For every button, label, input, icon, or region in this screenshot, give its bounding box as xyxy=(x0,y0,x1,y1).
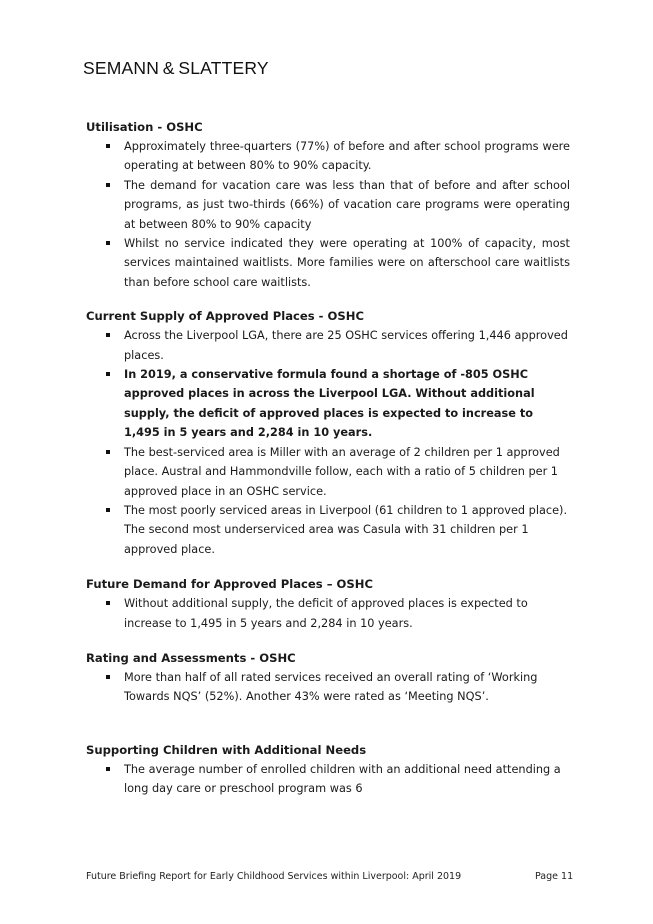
section-heading: Utilisation - OSHC xyxy=(86,120,203,134)
list-item-emphasis: In 2019, a conservative formula found a shortage of -805 OSHC approved places in across the Liverpool LGA. Without additional supply, the deficit of approved places is expected to increase to 1,495 in 5 years and 2,284 in 10 years. xyxy=(86,365,570,443)
section-heading: Supporting Children with Additional Needs xyxy=(86,742,367,757)
list-item: The best-serviced area is Miller with an average of 2 children per 1 approved place. Austral and Hammondville follow, each with a ratio of 5 children per 1 approved place in an OSHC service. xyxy=(86,443,570,501)
list-item: More than half of all rated services received an overall rating of ‘Working Towards NQS’ (52%). Another 43% were rated as ‘Meeting NQS’. xyxy=(86,668,570,707)
section-heading: Rating and Assessments - OSHC xyxy=(86,650,296,665)
section-current-supply xyxy=(86,307,570,559)
bullet-list xyxy=(86,668,570,707)
bullet-list xyxy=(86,594,570,633)
section-future-demand xyxy=(86,575,570,633)
section-utilisation xyxy=(86,118,570,292)
logo-wordmark: SEMANN & SLATTERY xyxy=(83,58,269,78)
list-item: Without additional supply, the deficit of approved places is expected to increase to 1,495 in 5 years and 2,284 in 10 years. xyxy=(86,594,570,633)
list-item: The average number of enrolled children with an additional need attending a long day care or preschool program was 6 xyxy=(86,760,570,799)
section-additional-needs xyxy=(86,741,570,799)
bullet-list xyxy=(86,137,570,292)
section-heading: Future Demand for Approved Places – OSHC xyxy=(86,577,373,592)
footer-title: Future Briefing Report for Early Childhood Services within Liverpool: April 2019 xyxy=(86,871,462,882)
section-heading: Current Supply of Approved Places - OSHC xyxy=(86,309,364,324)
bullet-list xyxy=(86,326,570,559)
list-item: Across the Liverpool LGA, there are 25 OSHC services offering 1,446 approved places. xyxy=(86,326,570,365)
list-item: Approximately three-quarters (77%) of before and after school programs were operating at between 80% to 90% capacity. xyxy=(86,137,570,176)
section-rating-assessments xyxy=(86,649,570,707)
bullet-list xyxy=(86,760,570,799)
list-item: The most poorly serviced areas in Liverpool (61 children to 1 approved place). The second most underserviced area was Casula with 31 children per 1 approved place. xyxy=(86,501,570,559)
page-number: Page 11 xyxy=(535,871,574,882)
page-content xyxy=(86,118,570,799)
list-item: Whilst no service indicated they were operating at 100% of capacity, most services maintained waitlists. More families were on afterschool care waitlists than before school care waitlists. xyxy=(86,234,570,292)
list-item: The demand for vacation care was less than that of before and after school programs, as just two-thirds (66%) of vacation care programs were operating at between 80% to 90% capacity xyxy=(86,176,570,234)
